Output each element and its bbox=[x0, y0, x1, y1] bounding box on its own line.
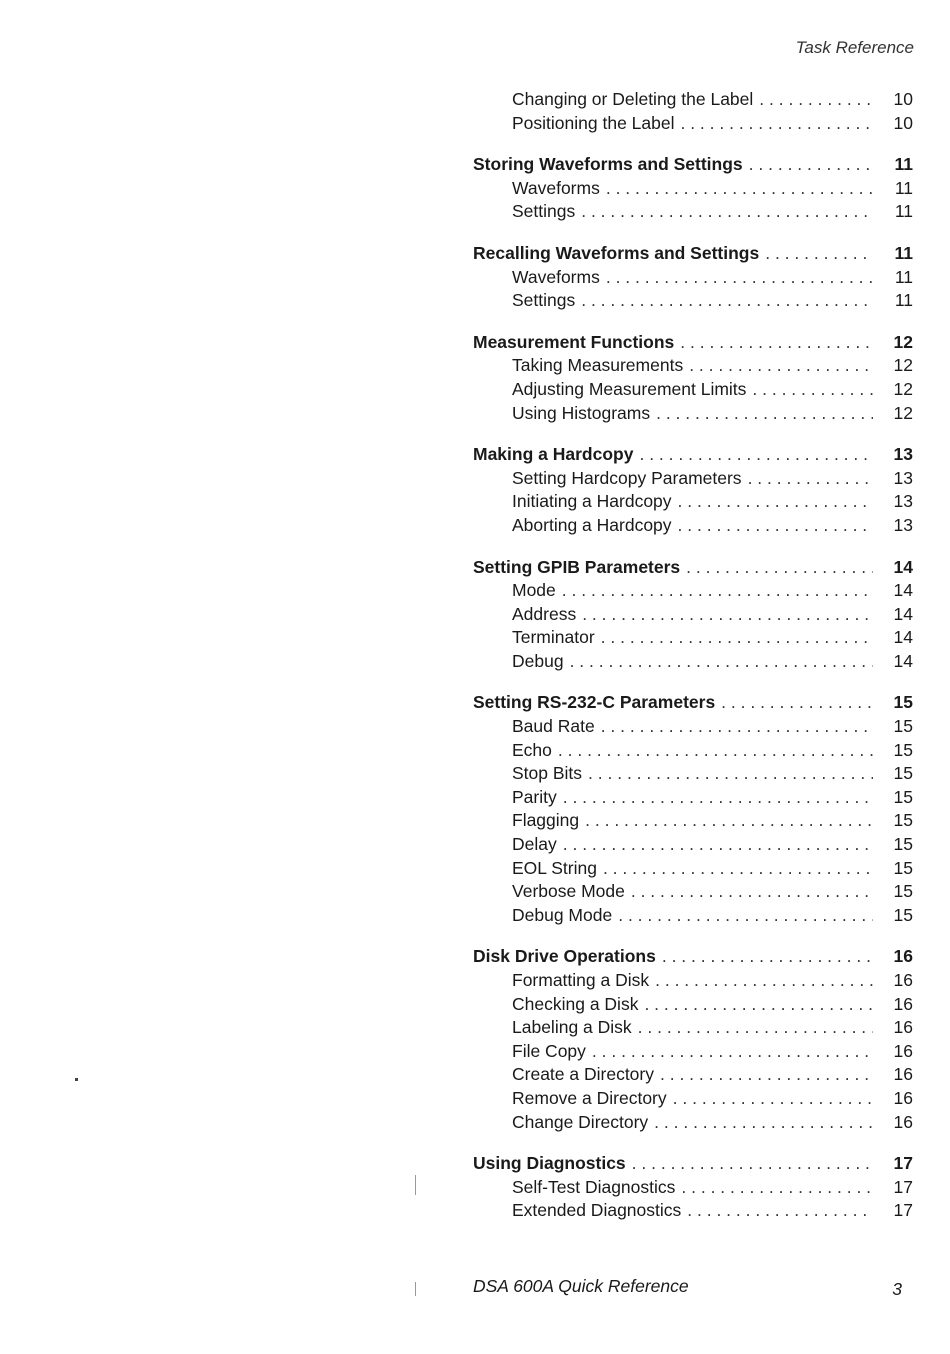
dot-leader bbox=[681, 1176, 873, 1200]
toc-entry bbox=[473, 993, 913, 1017]
dot-leader bbox=[639, 443, 873, 467]
toc-section-heading bbox=[473, 242, 913, 266]
toc-entry-page: 12 bbox=[893, 355, 913, 376]
toc-entry-page: 11 bbox=[894, 290, 913, 311]
dot-leader bbox=[601, 626, 873, 650]
toc-entry bbox=[473, 857, 913, 881]
toc-entry bbox=[473, 626, 913, 650]
dot-leader bbox=[558, 739, 873, 763]
toc-entry-page: 15 bbox=[893, 881, 913, 902]
dot-leader bbox=[660, 1063, 873, 1087]
dot-leader bbox=[656, 402, 873, 426]
toc-entry-title: Create a Directory bbox=[512, 1064, 654, 1085]
toc-entry bbox=[473, 739, 913, 763]
toc-entry-page: 16 bbox=[893, 970, 913, 990]
toc-section-page: 11 bbox=[894, 154, 913, 175]
toc-entry-title: EOL String bbox=[512, 857, 597, 878]
toc-entry-page: 16 bbox=[893, 1040, 913, 1061]
running-header: Task Reference bbox=[795, 38, 914, 57]
dot-leader bbox=[655, 969, 873, 993]
toc-entry-title: Labeling a Disk bbox=[512, 1017, 632, 1038]
toc-entry-title: Terminator bbox=[512, 627, 595, 648]
dot-leader bbox=[618, 904, 873, 928]
toc-entry-page: 16 bbox=[893, 1111, 913, 1132]
toc-entry bbox=[473, 112, 913, 136]
toc-entry-page: 15 bbox=[893, 763, 913, 784]
toc-section-title: Setting RS-232-C Parameters bbox=[473, 692, 716, 713]
toc-entry-page: 10 bbox=[893, 112, 913, 133]
toc-entry-page: 15 bbox=[893, 786, 913, 807]
toc-section-heading bbox=[473, 945, 913, 969]
dot-leader bbox=[689, 354, 873, 378]
toc-section-heading bbox=[473, 691, 913, 715]
dot-leader bbox=[631, 880, 873, 904]
toc-section-page: 11 bbox=[894, 242, 913, 263]
toc-entry-page: 16 bbox=[893, 993, 913, 1014]
toc-entry-title: Debug Mode bbox=[512, 904, 613, 925]
dot-leader bbox=[687, 1199, 873, 1223]
toc-entry-title: Checking a Disk bbox=[512, 993, 639, 1014]
toc-entry bbox=[473, 88, 913, 112]
dot-leader bbox=[686, 556, 873, 580]
toc-section bbox=[473, 242, 913, 313]
toc-entry-page: 15 bbox=[893, 904, 913, 925]
toc-entry bbox=[473, 1063, 913, 1087]
toc-section-heading bbox=[473, 1152, 913, 1176]
toc-entry-title: Parity bbox=[512, 786, 557, 807]
toc-entry bbox=[473, 603, 913, 627]
dot-leader bbox=[606, 266, 873, 290]
toc-entry-page: 15 bbox=[893, 739, 913, 760]
footer-title: DSA 600A Quick Reference bbox=[473, 1276, 689, 1296]
dot-leader bbox=[680, 331, 873, 355]
toc-entry bbox=[473, 833, 913, 857]
toc-entry-title: Formatting a Disk bbox=[512, 970, 650, 990]
toc-entry-title: Extended Diagnostics bbox=[512, 1200, 682, 1221]
toc-entry-title: Self-Test Diagnostics bbox=[512, 1176, 676, 1197]
toc-entry-title: Debug bbox=[512, 650, 564, 671]
dot-leader bbox=[606, 177, 873, 201]
toc-entry-page: 14 bbox=[893, 603, 913, 624]
dot-leader bbox=[588, 762, 873, 786]
toc-section-page: 17 bbox=[893, 1153, 913, 1174]
toc-entry-title: Change Directory bbox=[512, 1111, 649, 1132]
toc-entry-title: Initiating a Hardcopy bbox=[512, 491, 672, 512]
dot-leader bbox=[563, 833, 873, 857]
dot-leader bbox=[563, 786, 873, 810]
toc-entry-page: 15 bbox=[893, 857, 913, 878]
dot-leader bbox=[644, 993, 873, 1017]
toc-section bbox=[473, 691, 913, 927]
toc-entry-page: 15 bbox=[893, 716, 913, 737]
toc-entry bbox=[473, 969, 913, 993]
scan-mark bbox=[415, 1175, 416, 1195]
toc-entry bbox=[473, 1016, 913, 1040]
dot-leader bbox=[603, 857, 873, 881]
toc-entry-title: Settings bbox=[512, 201, 576, 222]
toc-entry-page: 11 bbox=[894, 177, 913, 198]
toc-entry bbox=[473, 514, 913, 538]
toc-section-title: Setting GPIB Parameters bbox=[473, 556, 681, 577]
toc-section-title: Storing Waveforms and Settings bbox=[473, 154, 743, 175]
toc-entry bbox=[473, 177, 913, 201]
dot-leader bbox=[748, 467, 873, 491]
dot-leader bbox=[662, 945, 873, 969]
toc-section-page: 13 bbox=[893, 444, 913, 465]
toc-section-title: Disk Drive Operations bbox=[473, 946, 656, 967]
toc-entry bbox=[473, 289, 913, 313]
toc-section-heading bbox=[473, 556, 913, 580]
toc-section bbox=[473, 1152, 913, 1223]
toc-entry-title: Remove a Directory bbox=[512, 1087, 667, 1108]
dot-leader bbox=[592, 1040, 873, 1064]
dot-leader bbox=[601, 715, 873, 739]
dot-leader bbox=[752, 378, 873, 402]
toc-section-title: Measurement Functions bbox=[473, 331, 675, 352]
toc-entry-title: Using Histograms bbox=[512, 402, 651, 423]
toc-entry-page: 10 bbox=[893, 89, 913, 109]
dot-leader bbox=[638, 1016, 873, 1040]
toc-section-heading bbox=[473, 153, 913, 177]
toc-entry-page: 14 bbox=[893, 580, 913, 601]
toc-entry bbox=[473, 786, 913, 810]
toc-entry bbox=[473, 200, 913, 224]
toc-entry-title: Settings bbox=[512, 290, 576, 311]
dot-leader bbox=[581, 200, 873, 224]
toc-entry-page: 16 bbox=[893, 1087, 913, 1108]
toc-entry bbox=[473, 1111, 913, 1135]
toc-entry bbox=[473, 1040, 913, 1064]
toc-entry-title: Echo bbox=[512, 739, 552, 760]
toc-entry bbox=[473, 1176, 913, 1200]
toc-entry-page: 13 bbox=[893, 514, 913, 535]
toc-entry-title: Positioning the Label bbox=[512, 112, 675, 133]
toc-entry-title: Waveforms bbox=[512, 177, 600, 198]
toc-section-title: Using Diagnostics bbox=[473, 1153, 626, 1174]
toc-entry bbox=[473, 904, 913, 928]
table-of-contents bbox=[473, 88, 913, 1241]
toc-entry-page: 12 bbox=[893, 378, 913, 399]
toc-entry bbox=[473, 715, 913, 739]
toc-entry bbox=[473, 490, 913, 514]
dot-leader bbox=[570, 650, 873, 674]
toc-entry-page: 13 bbox=[893, 467, 913, 488]
toc-entry-page: 14 bbox=[893, 627, 913, 648]
toc-entry-title: Baud Rate bbox=[512, 716, 595, 737]
toc-section bbox=[473, 556, 913, 674]
toc-entry-title: Stop Bits bbox=[512, 763, 583, 784]
toc-entry-page: 15 bbox=[893, 810, 913, 831]
scan-mark bbox=[75, 1078, 78, 1081]
dot-leader bbox=[654, 1111, 873, 1135]
toc-entry-title: Flagging bbox=[512, 810, 580, 831]
toc-section-page: 12 bbox=[893, 331, 913, 352]
toc-section bbox=[473, 88, 913, 135]
toc-entry bbox=[473, 579, 913, 603]
toc-section-page: 15 bbox=[893, 692, 913, 713]
toc-entry-title: Address bbox=[512, 603, 577, 624]
toc-section bbox=[473, 331, 913, 425]
toc-entry bbox=[473, 467, 913, 491]
toc-entry-title: Waveforms bbox=[512, 266, 600, 287]
toc-section bbox=[473, 153, 913, 224]
toc-entry bbox=[473, 880, 913, 904]
toc-section-title: Recalling Waveforms and Settings bbox=[473, 242, 760, 263]
dot-leader bbox=[759, 88, 873, 112]
dot-leader bbox=[582, 603, 873, 627]
toc-entry bbox=[473, 762, 913, 786]
toc-entry-title: Taking Measurements bbox=[512, 355, 684, 376]
toc-entry-page: 17 bbox=[893, 1200, 913, 1221]
toc-section-heading bbox=[473, 443, 913, 467]
toc-section bbox=[473, 443, 913, 537]
dot-leader bbox=[585, 809, 873, 833]
dot-leader bbox=[632, 1152, 873, 1176]
toc-entry-title: Aborting a Hardcopy bbox=[512, 514, 672, 535]
toc-section-page: 14 bbox=[893, 556, 913, 577]
scan-mark bbox=[415, 1282, 416, 1296]
toc-entry-page: 12 bbox=[893, 402, 913, 423]
toc-entry bbox=[473, 1087, 913, 1111]
toc-entry bbox=[473, 650, 913, 674]
toc-entry-title: Verbose Mode bbox=[512, 881, 625, 902]
toc-entry bbox=[473, 809, 913, 833]
dot-leader bbox=[765, 242, 873, 266]
toc-entry bbox=[473, 378, 913, 402]
toc-entry-page: 15 bbox=[893, 834, 913, 855]
toc-section-page: 16 bbox=[893, 946, 913, 967]
toc-entry-title: Setting Hardcopy Parameters bbox=[512, 467, 742, 488]
toc-entry-page: 17 bbox=[893, 1176, 913, 1197]
dot-leader bbox=[678, 514, 873, 538]
dot-leader bbox=[749, 153, 873, 177]
toc-entry-page: 14 bbox=[893, 650, 913, 671]
toc-section bbox=[473, 945, 913, 1134]
dot-leader bbox=[721, 691, 873, 715]
toc-entry bbox=[473, 354, 913, 378]
dot-leader bbox=[680, 112, 873, 136]
footer-page-number: 3 bbox=[892, 1279, 902, 1299]
toc-section-heading bbox=[473, 331, 913, 355]
dot-leader bbox=[581, 289, 873, 313]
toc-entry bbox=[473, 402, 913, 426]
toc-entry-page: 11 bbox=[894, 201, 913, 222]
toc-section-title: Making a Hardcopy bbox=[473, 444, 634, 465]
toc-entry-page: 16 bbox=[893, 1064, 913, 1085]
toc-entry-title: File Copy bbox=[512, 1040, 586, 1061]
dot-leader bbox=[673, 1087, 873, 1111]
toc-entry-title: Changing or Deleting the Label bbox=[512, 89, 754, 109]
toc-entry bbox=[473, 1199, 913, 1223]
dot-leader bbox=[562, 579, 873, 603]
toc-entry-page: 16 bbox=[893, 1017, 913, 1038]
toc-entry-title: Adjusting Measurement Limits bbox=[512, 378, 747, 399]
toc-entry-title: Delay bbox=[512, 834, 557, 855]
toc-entry-page: 13 bbox=[893, 491, 913, 512]
toc-entry-title: Mode bbox=[512, 580, 556, 601]
toc-entry bbox=[473, 266, 913, 290]
toc-entry-page: 11 bbox=[894, 266, 913, 287]
dot-leader bbox=[678, 490, 873, 514]
